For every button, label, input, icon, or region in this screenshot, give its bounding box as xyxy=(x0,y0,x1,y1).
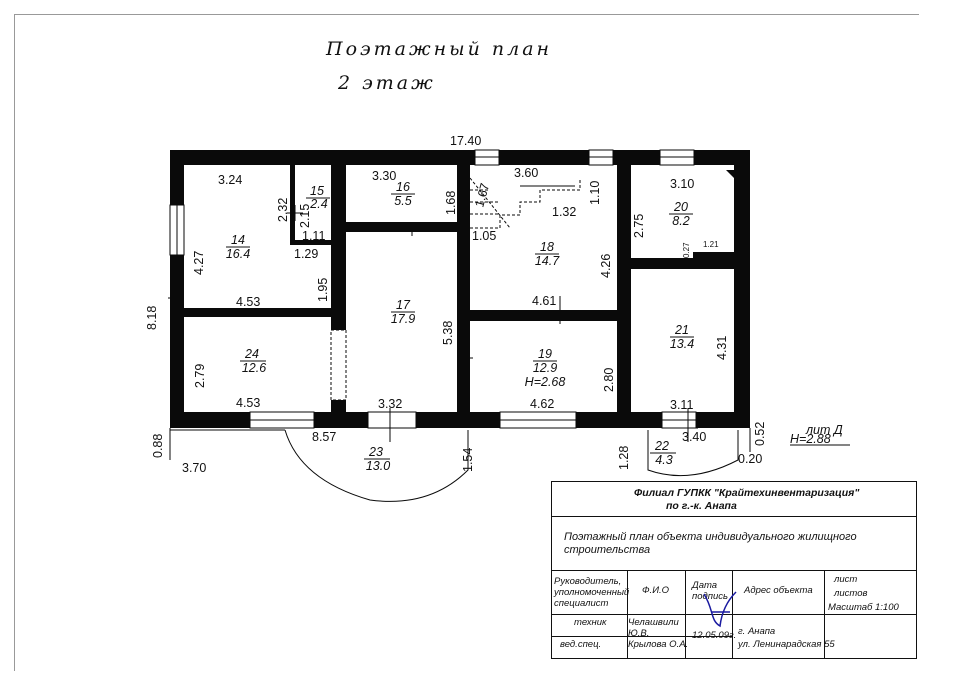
svg-text:16: 16 xyxy=(396,180,410,194)
dim-label: 3.40 xyxy=(682,430,707,444)
svg-text:13.0: 13.0 xyxy=(365,459,391,473)
svg-text:24: 24 xyxy=(245,347,259,361)
svg-text:17: 17 xyxy=(396,298,410,312)
svg-text:23: 23 xyxy=(369,445,383,459)
dim-overall-width: 17.40 xyxy=(450,134,482,148)
svg-text:18: 18 xyxy=(540,240,554,254)
title-block xyxy=(551,481,917,659)
dim-label: 3.24 xyxy=(218,173,243,187)
lead-role: вед.спец. xyxy=(560,639,602,650)
room-23 xyxy=(364,445,390,473)
room-14 xyxy=(226,233,250,261)
room-18 xyxy=(535,240,560,268)
org-city: по г.-к. Анапа xyxy=(666,500,737,512)
address-line2: ул. Ленинарадская 55 xyxy=(738,639,835,650)
room-24 xyxy=(240,347,266,375)
dim-label: 2.80 xyxy=(602,367,616,392)
dim-label: 4.53 xyxy=(236,295,261,309)
doc-title-line1: Поэтажный план объекта индивидуального жилищного xyxy=(564,531,857,543)
svg-text:2.4: 2.4 xyxy=(310,197,328,211)
dim-label: 4.27 xyxy=(192,250,206,275)
dim-label: 1.54 xyxy=(461,447,475,472)
svg-text:H=2.88: H=2.88 xyxy=(790,432,831,446)
dim-label: 5.38 xyxy=(441,320,455,345)
dim-label: 0.27 xyxy=(682,242,691,258)
doc-title-line2: строительства xyxy=(564,544,651,556)
lead-name: Крылова О.А. xyxy=(628,639,689,650)
svg-text:13.4: 13.4 xyxy=(669,337,695,351)
dim-label: 4.53 xyxy=(236,396,261,410)
wall-left xyxy=(170,150,184,428)
window-bottom-4 xyxy=(368,412,416,428)
dim-label: 1.32 xyxy=(552,205,577,219)
dim-label: 3.10 xyxy=(670,177,695,191)
dim-label: 1.10 xyxy=(588,180,602,205)
svg-text:21: 21 xyxy=(675,323,689,337)
dim-label: 1.68 xyxy=(444,190,458,215)
sheets-label: листов xyxy=(834,588,868,599)
svg-text:15: 15 xyxy=(310,184,324,198)
room-15 xyxy=(306,184,330,211)
room-22 xyxy=(650,439,676,467)
svg-text:8.2: 8.2 xyxy=(672,214,690,228)
room-21 xyxy=(670,323,694,351)
room-19 xyxy=(525,347,566,389)
room-16 xyxy=(391,180,415,208)
dim-overall-height: 8.18 xyxy=(145,305,159,330)
dim-label: 4.26 xyxy=(599,253,613,278)
dim-label: 1.05 xyxy=(472,229,497,243)
dim-label: 1.95 xyxy=(316,277,330,302)
dim-label: 2.15 xyxy=(298,203,312,228)
dim-label: 8.57 xyxy=(312,430,337,444)
address-line1: г. Анапа xyxy=(738,626,776,637)
svg-text:4.3: 4.3 xyxy=(655,453,673,467)
dim-label: 2.32 xyxy=(276,197,290,222)
col-address: Адрес объекта xyxy=(744,585,813,596)
dim-label: 1.11 xyxy=(302,229,326,243)
dim-label: 4.31 xyxy=(715,335,729,360)
svg-text:14.7: 14.7 xyxy=(534,254,560,268)
svg-text:22: 22 xyxy=(655,439,669,453)
room-17 xyxy=(391,298,415,326)
dim-label: 0.88 xyxy=(151,433,165,458)
dim-label: 2.75 xyxy=(632,213,646,238)
svg-text:5.5: 5.5 xyxy=(394,194,412,208)
col-date: Дата подпись xyxy=(692,580,729,602)
dim-label: 3.32 xyxy=(378,397,403,411)
col-fio: Ф.И.О xyxy=(642,585,670,596)
dim-label: 4.62 xyxy=(530,397,555,411)
signature xyxy=(700,590,740,630)
dim-label: 1.28 xyxy=(617,445,631,470)
svg-text:20: 20 xyxy=(674,200,688,214)
svg-text:лит Д: лит Д xyxy=(806,423,843,437)
tech-role: техник xyxy=(574,617,607,628)
building-legend xyxy=(790,423,843,446)
dim-label: 3.60 xyxy=(514,166,539,180)
dim-label: 3.30 xyxy=(372,169,397,183)
dim-label: 3.70 xyxy=(182,461,207,475)
room-20 xyxy=(669,200,693,228)
scale-label: Масштаб 1:100 xyxy=(828,602,899,613)
dim-label: 1.29 xyxy=(294,247,319,261)
dim-label: 1.67 xyxy=(472,181,493,209)
svg-text:H=2.68: H=2.68 xyxy=(524,375,566,389)
tech-name: Челашвили Ю.В. xyxy=(628,617,679,639)
svg-text:19: 19 xyxy=(538,347,552,361)
svg-text:12.9: 12.9 xyxy=(532,361,558,375)
dim-label: 0.52 xyxy=(753,421,767,446)
svg-text:14: 14 xyxy=(231,233,245,247)
dim-label: 0.20 xyxy=(738,452,763,466)
dim-label: 4.61 xyxy=(532,294,557,308)
sign-date: 12.05.09г. xyxy=(692,630,737,641)
org-name: Филиал ГУПКК "Крайтехинвентаризация" xyxy=(634,487,860,499)
dim-label: 3.11 xyxy=(670,398,694,412)
svg-text:12.6: 12.6 xyxy=(241,361,267,375)
svg-text:17.9: 17.9 xyxy=(390,312,416,326)
dim-label: 1.21 xyxy=(703,240,719,249)
sheet-label: лист xyxy=(834,574,858,585)
wall-right xyxy=(734,150,750,428)
dim-label: 2.79 xyxy=(193,363,207,388)
walls xyxy=(170,150,750,428)
svg-text:16.4: 16.4 xyxy=(225,247,251,261)
plan-title: Поэтажный план xyxy=(326,38,553,60)
head-role: Руководитель, уполномоченный специалист xyxy=(554,576,630,609)
floor-label: 2 этаж xyxy=(338,72,436,94)
